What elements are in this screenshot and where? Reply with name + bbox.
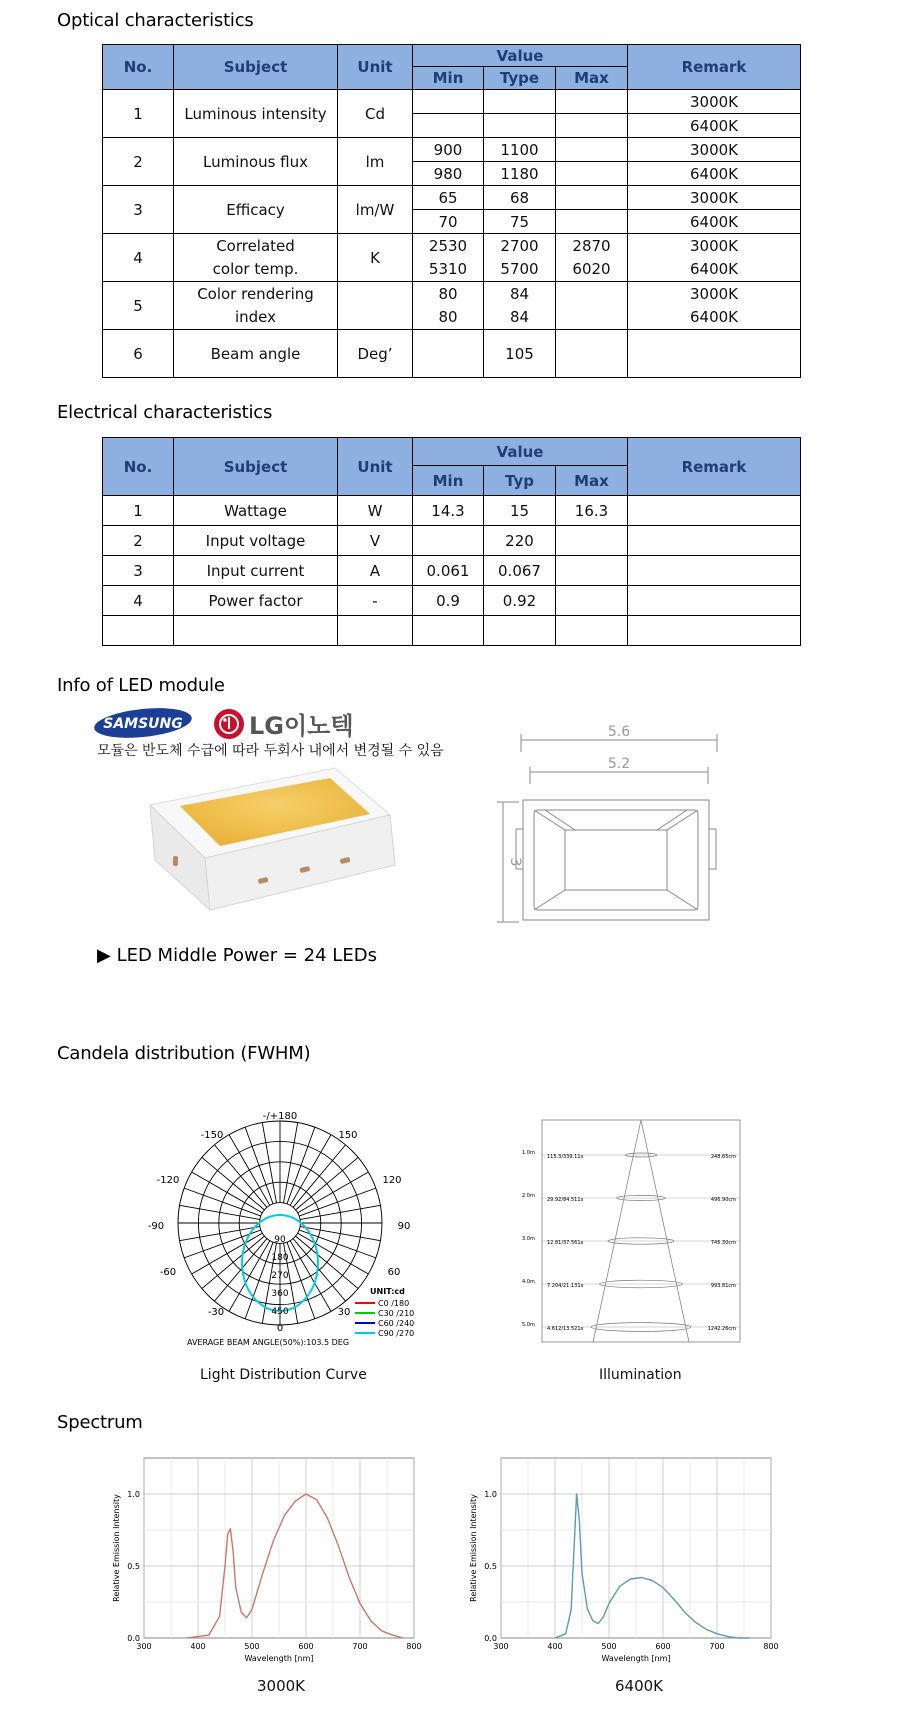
cell-min: 14.3 — [413, 496, 484, 526]
lg-logo — [213, 707, 363, 741]
cell-type — [484, 90, 556, 114]
cell-remark-line2: 6400K — [689, 259, 738, 278]
cell-unit: Deg’ — [338, 330, 413, 378]
cell-max — [556, 210, 628, 234]
cell-unit: V — [338, 526, 413, 556]
cell-type: 1180 — [484, 162, 556, 186]
cell-max — [556, 114, 628, 138]
illum-diameter-label: 745.30cm — [710, 1240, 736, 1246]
polar-legend-label: C90 /270 — [378, 1329, 415, 1338]
cell-min — [413, 282, 484, 330]
cell-unit: - — [338, 586, 413, 616]
cell-unit — [338, 282, 413, 330]
electrical-section-title: Electrical characteristics — [57, 402, 273, 423]
cell-unit — [338, 616, 413, 646]
cell-type: 75 — [484, 210, 556, 234]
cell-max — [556, 282, 628, 330]
polar-unit-label: UNIT:cd — [370, 1287, 405, 1296]
cell-min: 65 — [413, 186, 484, 210]
illum-diameter-label: 993.81cm — [710, 1283, 736, 1289]
table-row — [103, 616, 801, 646]
cell-max — [556, 90, 628, 114]
cell-remark — [628, 556, 801, 586]
x-tick-label: 800 — [763, 1642, 779, 1651]
polar-angle-label: 120 — [382, 1175, 402, 1186]
polar-angle-label: -/+180 — [262, 1111, 298, 1122]
illum-lux-label: 4.612/13.521x — [547, 1326, 584, 1332]
polar-grid-spoke — [262, 1123, 276, 1204]
samsung-logo-text: SAMSUNG — [103, 716, 183, 732]
lg-logo-text: LG이노텍 — [249, 712, 354, 740]
cell-type — [484, 234, 556, 282]
table-row — [103, 186, 801, 210]
cell-remark — [628, 526, 801, 556]
polar-grid-spoke — [184, 1188, 261, 1216]
polar-legend-label: C30 /210 — [378, 1309, 415, 1318]
polar-angle-label: 90 — [397, 1221, 411, 1232]
header-type: Type — [484, 67, 556, 90]
polar-grid-spoke — [287, 1242, 315, 1319]
polar-angle-label: -120 — [156, 1175, 180, 1186]
led-section-title: Info of LED module — [57, 675, 225, 696]
table-row — [103, 234, 801, 282]
cell-type-line2: 84 — [509, 307, 530, 326]
cell-subject: Luminous flux — [174, 138, 338, 186]
spectrum-chart-3000k — [108, 1450, 428, 1665]
cell-remark-line1: 3000K — [689, 284, 738, 303]
cell-no: 3 — [103, 186, 174, 234]
cell-min: 0.9 — [413, 586, 484, 616]
polar-angle-label: -60 — [159, 1267, 177, 1278]
polar-radial-label: 270 — [271, 1271, 289, 1281]
cell-min — [413, 114, 484, 138]
cell-max-line2: 6020 — [572, 259, 611, 278]
cell-min — [413, 234, 484, 282]
cell-max — [556, 330, 628, 378]
polar-radial-label: 360 — [271, 1289, 289, 1299]
header-subject: Subject — [174, 438, 338, 496]
cell-no: 1 — [103, 496, 174, 526]
led-chip-image — [140, 760, 400, 915]
cell-remark: 3000K — [628, 90, 801, 114]
polar-radial-label: 450 — [271, 1307, 289, 1317]
beam-angle-text: AVERAGE BEAM ANGLE(50%):103.5 DEG — [187, 1338, 350, 1347]
cell-min — [413, 90, 484, 114]
cell-min — [413, 616, 484, 646]
x-axis-label: Wavelength [nm] — [244, 1654, 314, 1663]
cell-min: 70 — [413, 210, 484, 234]
cell-remark — [628, 496, 801, 526]
samsung-logo — [93, 707, 193, 739]
x-tick-label: 300 — [136, 1642, 152, 1651]
cell-max — [556, 162, 628, 186]
x-tick-label: 700 — [709, 1642, 725, 1651]
dim-height-label: 3 — [507, 857, 523, 867]
light-distribution-caption: Light Distribution Curve — [200, 1367, 367, 1383]
cell-subject: Beam angle — [174, 330, 338, 378]
cell-type — [484, 114, 556, 138]
header-min: Min — [413, 466, 484, 496]
polar-legend-label: C60 /240 — [378, 1319, 415, 1328]
header-min: Min — [413, 67, 484, 90]
cell-min: 0.061 — [413, 556, 484, 586]
cell-no: 6 — [103, 330, 174, 378]
cell-unit: W — [338, 496, 413, 526]
cell-max — [556, 234, 628, 282]
cell-remark: 6400K — [628, 114, 801, 138]
dim-inner-label: 5.2 — [607, 756, 631, 772]
cell-remark-line2: 6400K — [689, 307, 738, 326]
y-tick-label: 0.5 — [127, 1562, 140, 1571]
cell-remark — [628, 586, 801, 616]
x-tick-label: 500 — [601, 1642, 617, 1651]
candela-section-title: Candela distribution (FWHM) — [57, 1043, 311, 1064]
table-row — [103, 138, 801, 162]
cell-subject: Efficacy — [174, 186, 338, 234]
cell-subject-line2: color temp. — [212, 259, 299, 278]
cell-no: 4 — [103, 586, 174, 616]
polar-grid-spoke — [245, 1127, 273, 1204]
polar-grid-spoke — [180, 1205, 261, 1219]
cell-type-line1: 84 — [509, 284, 530, 303]
header-subject: Subject — [174, 45, 338, 90]
table-row — [103, 556, 801, 586]
supplier-note: 모듈은 반도체 수급에 따라 두회사 내에서 변경될 수 있음 — [97, 743, 444, 759]
cell-subject: Power factor — [174, 586, 338, 616]
polar-legend-label: C0 /180 — [378, 1299, 410, 1308]
x-tick-label: 700 — [352, 1642, 368, 1651]
cell-unit: lm — [338, 138, 413, 186]
polar-angle-label: 150 — [338, 1130, 358, 1141]
illum-diameter-label: 248.65cm — [710, 1154, 736, 1160]
cell-typ: 15 — [484, 496, 556, 526]
cell-subject — [174, 282, 338, 330]
header-no: No. — [103, 45, 174, 90]
electrical-table — [102, 437, 801, 646]
x-tick-label: 400 — [190, 1642, 206, 1651]
header-value: Value — [413, 45, 628, 67]
cell-no — [103, 616, 174, 646]
polar-angle-label: 0 — [276, 1323, 284, 1334]
cell-no: 4 — [103, 234, 174, 282]
table-row — [103, 496, 801, 526]
polar-angle-label: -90 — [147, 1221, 165, 1232]
polar-angle-label: -150 — [200, 1130, 224, 1141]
header-unit: Unit — [338, 45, 413, 90]
illum-lux-label: 12.81/37.561x — [547, 1240, 584, 1246]
cell-subject-line1: Correlated — [216, 236, 295, 255]
cell-typ: 0.92 — [484, 586, 556, 616]
polar-grid-spoke — [299, 1188, 376, 1216]
header-remark: Remark — [628, 45, 801, 90]
dim-outer-label: 5.6 — [607, 724, 631, 740]
cell-min-line1: 2530 — [428, 236, 468, 255]
cell-type: 105 — [484, 330, 556, 378]
cell-min: 900 — [413, 138, 484, 162]
spectrum-section-title: Spectrum — [57, 1412, 143, 1433]
cell-max — [556, 586, 628, 616]
x-tick-label: 600 — [655, 1642, 671, 1651]
header-unit: Unit — [338, 438, 413, 496]
cell-type-line2: 5700 — [500, 259, 539, 278]
cell-no: 5 — [103, 282, 174, 330]
cell-subject-line2: index — [234, 307, 277, 326]
cell-unit: Cd — [338, 90, 413, 138]
illum-distance-label: 3.0m — [522, 1236, 535, 1242]
cell-remark — [628, 330, 801, 378]
cell-max — [556, 138, 628, 162]
cell-remark-line1: 3000K — [689, 236, 738, 255]
illum-distance-label: 4.0m — [522, 1279, 535, 1285]
cell-no: 2 — [103, 526, 174, 556]
cell-no: 1 — [103, 90, 174, 138]
cell-min — [413, 526, 484, 556]
x-tick-label: 400 — [547, 1642, 563, 1651]
y-tick-label: 0.5 — [484, 1562, 497, 1571]
illum-lux-label: 7.204/21.131x — [547, 1283, 584, 1289]
x-tick-label: 800 — [406, 1642, 422, 1651]
cell-subject: Wattage — [174, 496, 338, 526]
cell-max: 16.3 — [556, 496, 628, 526]
optical-table — [102, 44, 801, 378]
cell-max — [556, 616, 628, 646]
header-value: Value — [413, 438, 628, 466]
cell-type-line1: 2700 — [500, 236, 539, 255]
cell-unit: A — [338, 556, 413, 586]
polar-angle-label: 60 — [387, 1267, 401, 1278]
cell-min: 980 — [413, 162, 484, 186]
cell-no: 3 — [103, 556, 174, 586]
illumination-chart — [520, 1115, 750, 1345]
illum-diameter-label: 496.90cm — [710, 1197, 736, 1203]
y-axis-label: Relative Emission Intensity — [112, 1494, 121, 1602]
spectrum-chart-6400k — [465, 1450, 785, 1665]
cell-min-line2: 80 — [438, 307, 458, 326]
y-tick-label: 1.0 — [484, 1490, 497, 1499]
cell-no: 2 — [103, 138, 174, 186]
x-tick-label: 300 — [493, 1642, 509, 1651]
cell-typ: 220 — [484, 526, 556, 556]
cell-subject: Input voltage — [174, 526, 338, 556]
y-tick-label: 1.0 — [127, 1490, 140, 1499]
cell-remark — [628, 616, 801, 646]
x-tick-label: 600 — [298, 1642, 314, 1651]
cell-remark: 3000K — [628, 138, 801, 162]
led-count-note: ▶ LED Middle Power = 24 LEDs — [97, 945, 377, 966]
polar-radial-label: 180 — [271, 1253, 289, 1263]
light-distribution-polar-chart — [147, 1105, 425, 1350]
polar-angle-label: -30 — [207, 1307, 225, 1318]
cell-min — [413, 330, 484, 378]
header-max: Max — [556, 466, 628, 496]
cell-subject: Luminous intensity — [174, 90, 338, 138]
cell-typ — [484, 616, 556, 646]
polar-angle-label: 30 — [337, 1307, 351, 1318]
x-axis-label: Wavelength [nm] — [601, 1654, 671, 1663]
cell-max — [556, 526, 628, 556]
polar-radial-label: 90 — [274, 1235, 286, 1245]
table-row — [103, 586, 801, 616]
header-max: Max — [556, 67, 628, 90]
illumination-caption: Illumination — [599, 1367, 682, 1383]
cell-type: 1100 — [484, 138, 556, 162]
y-axis-label: Relative Emission Intensity — [469, 1494, 478, 1602]
table-row — [103, 90, 801, 114]
polar-grid-spoke — [283, 1123, 297, 1204]
cell-subject — [174, 616, 338, 646]
cell-remark — [628, 282, 801, 330]
optical-section-title: Optical characteristics — [57, 10, 254, 31]
cell-min-line1: 80 — [438, 284, 458, 303]
cell-remark: 6400K — [628, 210, 801, 234]
illum-lux-label: 29.92/84.511x — [547, 1197, 584, 1203]
table-row — [103, 330, 801, 378]
y-tick-label: 0.0 — [127, 1634, 140, 1643]
cell-typ: 0.067 — [484, 556, 556, 586]
cell-remark: 3000K — [628, 186, 801, 210]
cell-subject-line1: Color rendering — [197, 284, 314, 303]
spectrum-caption-3000k: 3000K — [257, 1677, 306, 1695]
header-remark: Remark — [628, 438, 801, 496]
y-tick-label: 0.0 — [484, 1634, 497, 1643]
polar-grid-spoke — [245, 1242, 273, 1319]
table-row — [103, 526, 801, 556]
illum-distance-label: 5.0m — [522, 1322, 535, 1328]
cell-unit: K — [338, 234, 413, 282]
cell-unit: lm/W — [338, 186, 413, 234]
illum-distance-label: 2.0m — [522, 1193, 535, 1199]
cell-max-line1: 2870 — [572, 236, 611, 255]
header-no: No. — [103, 438, 174, 496]
header-typ: Typ — [484, 466, 556, 496]
cell-max — [556, 186, 628, 210]
cell-remark: 6400K — [628, 162, 801, 186]
cell-subject: Input current — [174, 556, 338, 586]
cell-type: 68 — [484, 186, 556, 210]
polar-grid-spoke — [300, 1205, 381, 1219]
cell-subject — [174, 234, 338, 282]
illum-diameter-label: 1242.26cm — [707, 1326, 736, 1332]
spectrum-caption-6400k: 6400K — [615, 1677, 664, 1695]
table-row — [103, 282, 801, 330]
cell-max — [556, 556, 628, 586]
led-dimension-drawing — [495, 722, 735, 927]
cell-remark — [628, 234, 801, 282]
polar-grid-spoke — [287, 1127, 315, 1204]
illum-distance-label: 1.0m — [522, 1150, 535, 1156]
x-tick-label: 500 — [244, 1642, 260, 1651]
illum-lux-label: 115.3/339.11x — [547, 1154, 584, 1160]
cell-type — [484, 282, 556, 330]
cell-min-line2: 5310 — [428, 259, 468, 278]
